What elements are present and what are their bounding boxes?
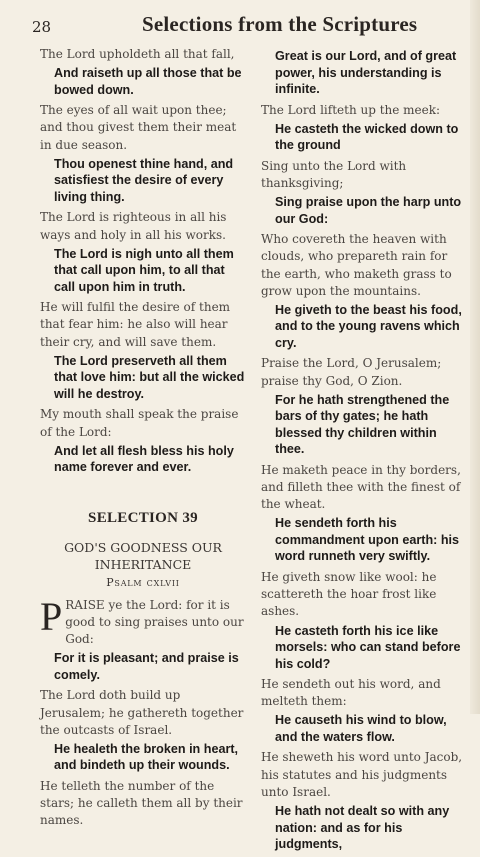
response-verse: He casteth the wicked down to the ground (275, 121, 459, 153)
reading-verse: He telleth the number of the stars; he calleth them all by their names. (40, 778, 243, 828)
response-verse: The Lord preserveth all them that love him: but all the wicked will he destroy. (54, 353, 245, 401)
right-verses (261, 48, 467, 853)
response-verse: Thou openest thine hand, and satisfiest the desire of every living thing. (54, 156, 234, 204)
response-verse: He giveth to the beast his food, and to the young ravens which cry. (275, 302, 462, 350)
response-verse: He sendeth forth his commandment upon earth: his word runneth very swiftly. (275, 516, 460, 564)
reading-verse: He sendeth out his word, and melteth them: (261, 677, 441, 709)
reading-verse: He maketh peace in thy borders, and filleth thee with the finest of the wheat. (261, 462, 461, 512)
response-verse: Great is our Lord, and of great power, his understanding is infinite. (275, 49, 457, 96)
response-verse: Sing praise upon the harp unto our God: (275, 195, 462, 226)
drop-cap: P (40, 593, 63, 639)
psalm-reference: Psalm cxlvii (106, 575, 180, 589)
selection-block (40, 510, 246, 649)
selection-subtitle: GOD'S GOODNESS OUR INHERITANCE (64, 539, 222, 572)
reading-verse: The Lord doth build up Jerusalem; he gathereth together the outcasts of Israel. (40, 688, 244, 737)
reading-verse: He giveth snow like wool: he scattereth the hoar frost like ashes. (261, 569, 437, 619)
opening-verse (40, 593, 246, 649)
opening-verse-text: RAISE ye the Lord: for it is good to sing praises unto our God: (65, 597, 244, 647)
response-verse: For it is pleasant; and praise is comely. (54, 651, 239, 682)
reading-verse: He will fulfil the desire of them that fear him: he also will hear their cry, and will save them. (40, 300, 231, 349)
left-verses (40, 46, 246, 476)
left-verses-continued (40, 650, 246, 829)
reading-verse: The eyes of all wait upon thee; and thou givest them their meat in due season. (40, 103, 237, 152)
reading-verse: My mouth shall speak the praise of the Lord: (40, 407, 239, 439)
reading-verse: He sheweth his word unto Jacob, his statutes and his judgments unto Israel. (261, 750, 463, 799)
response-verse: For he hath strengthened the bars of thy gates; he hath blessed thy children within thee. (275, 392, 450, 457)
right-column (261, 46, 467, 857)
page-number: 28 (32, 18, 52, 36)
response-verse: And let all flesh bless his holy name forever and ever. (54, 443, 234, 475)
response-verse: He hath not dealt so with any nation: and as for his judgments, (275, 804, 450, 852)
response-verse: He healeth the broken in heart, and bindeth up their wounds. (54, 741, 239, 773)
response-verse: The Lord is nigh unto all them that call upon him, to all that call upon him in truth. (54, 246, 234, 294)
reading-verse: The Lord lifteth up the meek: (261, 102, 441, 117)
page-header (0, 0, 480, 48)
response-verse: He casteth forth his ice like morsels: who can stand before his cold? (275, 623, 461, 671)
left-column (40, 46, 246, 830)
response-verse: And raiseth up all those that be bowed down. (54, 66, 242, 97)
reading-verse: The Lord upholdeth all that fall, (40, 47, 235, 61)
reading-verse: Praise the Lord, O Jerusalem; praise thy God, O Zion. (261, 356, 442, 388)
reading-verse: The Lord is righteous in all his ways and holy in all his works. (40, 210, 227, 242)
selection-heading: SELECTION 39 (88, 509, 198, 526)
reading-verse: Who covereth the heaven with clouds, who prepareth rain for the earth, who maketh grass to grow upon the mountains. (261, 232, 452, 298)
page-edge (470, 0, 480, 714)
running-title: Selections from the Scriptures (142, 12, 418, 36)
response-verse: He causeth his wind to blow, and the waters flow. (275, 713, 447, 744)
reading-verse: Sing unto the Lord with thanksgiving; (261, 158, 407, 190)
